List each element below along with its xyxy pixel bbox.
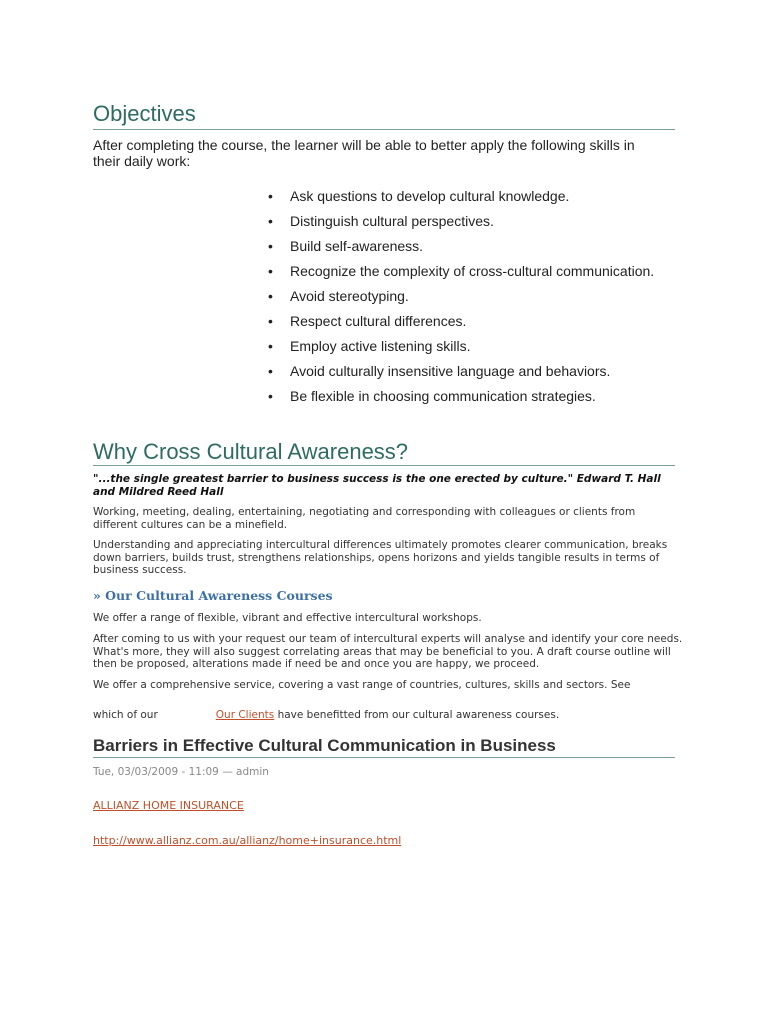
list-item <box>266 213 666 230</box>
list-item <box>266 363 666 380</box>
list-item <box>266 288 666 305</box>
list-item-text: Build self-awareness. <box>290 238 424 254</box>
why-paragraph-2: Understanding and appreciating intercultural differences ultimately promotes clearer communication, breaks down barriers, builds trust, strengthens relationships, opens horizons and yields tangible results in terms of business success. <box>93 539 668 576</box>
barriers-heading: Barriers in Effective Cultural Communication in Business <box>93 735 675 758</box>
why-paragraph-4: After coming to us with your request our team of intercultural experts will analyse and identify your core needs. What's more, they will also suggest correlating areas that may be beneficial to you. A draft course outline will then be proposed, alterations made if need be and once you are happy, we proceed. <box>93 633 683 670</box>
list-item-text: Ask questions to develop cultural knowledge. <box>290 188 570 204</box>
allianz-link[interactable]: ALLIANZ HOME INSURANCE <box>93 799 244 812</box>
list-item <box>266 338 666 355</box>
bullet-icon: • <box>268 388 273 404</box>
list-item-text: Respect cultural differences. <box>290 313 467 329</box>
allianz-url-link[interactable]: http://www.allianz.com.au/allianz/home+insurance.html <box>93 834 402 847</box>
list-item-text: Avoid stereotyping. <box>290 288 409 304</box>
list-item <box>266 263 666 280</box>
post-meta: Tue, 03/03/2009 - 11:09 — admin <box>93 766 269 778</box>
list-item <box>266 388 666 405</box>
list-item-text: Be flexible in choosing communication strategies. <box>290 388 596 404</box>
bullet-icon: • <box>268 213 273 229</box>
why-paragraph-6 <box>93 709 683 722</box>
bullet-icon: • <box>268 338 273 354</box>
why-paragraph-1: Working, meeting, dealing, entertaining, negotiating and corresponding with colleagues or clients from different cultures can be a minefield. <box>93 506 636 531</box>
list-item <box>266 238 666 255</box>
list-item-text: Recognize the complexity of cross-cultural communication. <box>290 263 655 279</box>
why-heading: Why Cross Cultural Awareness? <box>93 439 675 466</box>
list-item <box>266 313 666 330</box>
list-item-text: Employ active listening skills. <box>290 338 471 354</box>
list-item <box>266 188 666 205</box>
objectives-list <box>266 188 666 413</box>
bullet-icon: • <box>268 313 273 329</box>
bullet-icon: • <box>268 263 273 279</box>
list-item-text: Distinguish cultural perspectives. <box>290 213 494 229</box>
bullet-icon: • <box>268 188 273 204</box>
courses-link[interactable]: » Our Cultural Awareness Courses <box>93 588 333 603</box>
clients-prefix: which of our <box>93 709 158 721</box>
list-item-text: Avoid culturally insensitive language and behaviors. <box>290 363 611 379</box>
why-paragraph-3: We offer a range of flexible, vibrant and effective intercultural workshops. <box>93 612 482 624</box>
our-clients-link[interactable]: Our Clients <box>215 709 275 721</box>
bullet-icon: • <box>268 238 273 254</box>
hall-quote: "...the single greatest barrier to business success is the one erected by culture." Edward T. Hall and Mildred Reed Hall <box>93 473 661 498</box>
bullet-icon: • <box>268 363 273 379</box>
objectives-intro: After completing the course, the learner will be able to better apply the following skills in their daily work: <box>93 137 635 169</box>
bullet-icon: • <box>268 288 273 304</box>
clients-suffix: have benefitted from our cultural awareness courses. <box>274 709 560 721</box>
why-paragraph-5: We offer a comprehensive service, covering a vast range of countries, cultures, skills and sectors. See <box>93 679 631 691</box>
objectives-heading: Objectives <box>93 101 675 130</box>
